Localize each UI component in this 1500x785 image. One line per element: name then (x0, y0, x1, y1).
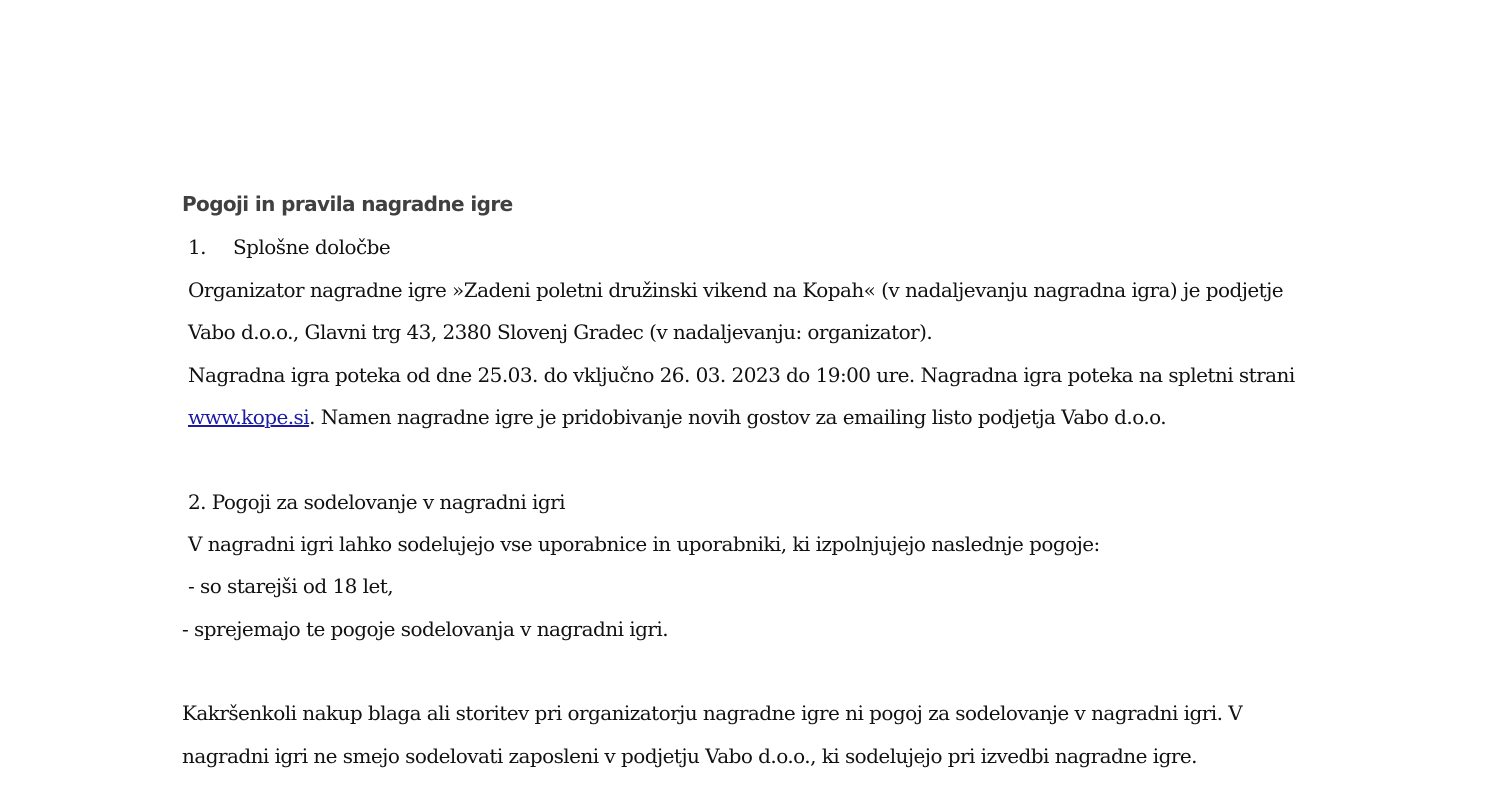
organizer-paragraph-line-2: Vabo d.o.o., Glavni trg 43, 2380 Slovenj Gradec (v nadaljevanju: organizator). (188, 320, 933, 344)
section-2-intro: V nagradni igri lahko sodelujejo vse uporabnice in uporabniki, ki izpolnjujejo naslednje pogoje: (188, 532, 1100, 556)
document-title: Pogoji in pravila nagradne igre (182, 192, 513, 216)
section-1-heading (188, 235, 390, 259)
condition-item: - sprejemajo te pogoje sodelovanja v nagradni igri. (182, 617, 669, 641)
section-2-heading: 2. Pogoji za sodelovanje v nagradni igri (188, 490, 565, 514)
condition-item: - so starejši od 18 let, (188, 574, 394, 598)
eligibility-paragraph-line-1: Kakršenkoli nakup blaga ali storitev pri organizatorju nagradne igre ni pogoj za sodelovanje v nagradni igri. V (182, 701, 1243, 725)
website-link[interactable]: www.kope.si (188, 405, 310, 429)
duration-paragraph-line-1: Nagradna igra poteka od dne 25.03. do vključno 26. 03. 2023 do 19:00 ure. Nagradna igra poteka na spletni strani (188, 363, 1295, 387)
duration-paragraph-line-2 (188, 405, 1166, 429)
section-1-title: Splošne določbe (233, 235, 391, 259)
organizer-paragraph-line-1: Organizator nagradne igre »Zadeni poletni družinski vikend na Kopah« (v nadaljevanju nagradna igra) je podjetje (188, 278, 1284, 302)
eligibility-paragraph-line-2: nagradni igri ne smejo sodelovati zaposleni v podjetju Vabo d.o.o., ki sodelujejo pri izvedbi nagradne igre. (182, 744, 1197, 768)
section-1-number: 1. (188, 235, 206, 259)
purpose-text: . Namen nagradne igre je pridobivanje novih gostov za emailing listo podjetja Vabo d.o.o. (309, 405, 1167, 429)
